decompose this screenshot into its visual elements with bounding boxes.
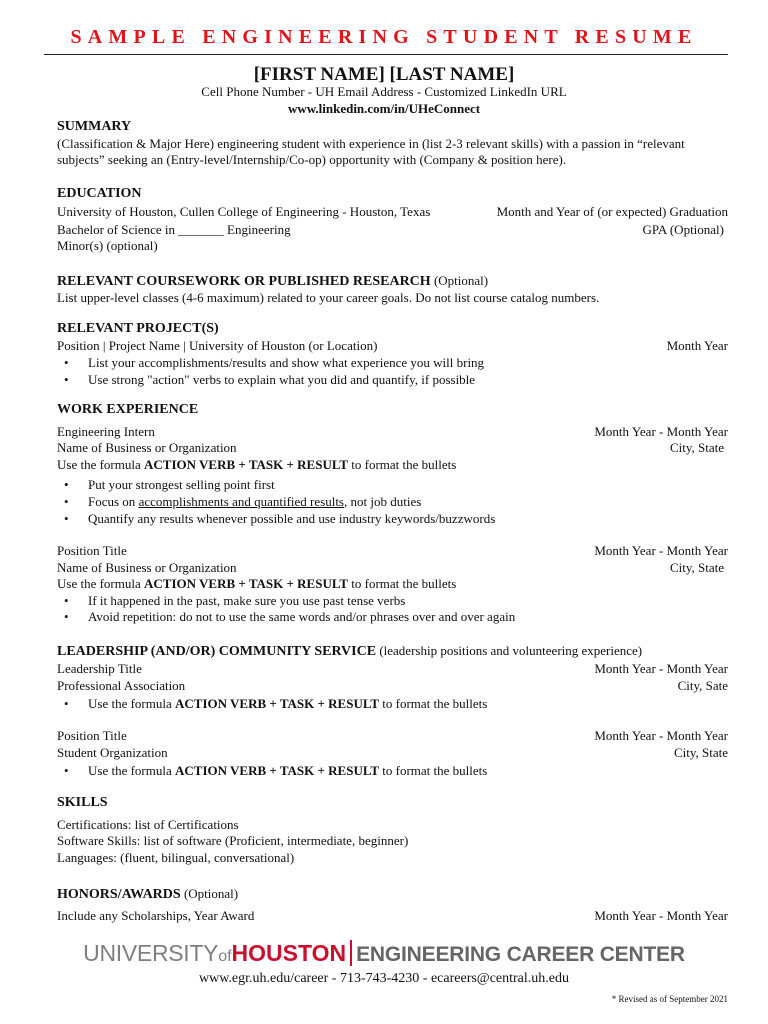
role2-dates: Month Year - Month Year <box>594 728 728 743</box>
logo-of: of <box>218 948 232 965</box>
project-bullet-2: Use strong "action" verbs to explain what you did and quantify, if possible <box>88 372 476 387</box>
honors-dates: Month Year - Month Year <box>594 908 728 923</box>
document-title: SAMPLE ENGINEERING STUDENT RESUME <box>70 26 698 48</box>
role1-dates: Month Year - Month Year <box>594 661 728 676</box>
logo-center: ENGINEERING CAREER CENTER <box>356 943 685 966</box>
formula-bold: ACTION VERB + TASK + RESULT <box>175 763 379 778</box>
role2-location: City, State <box>673 745 728 760</box>
project-date: Month Year <box>666 338 728 353</box>
formula-suffix: to format the bullets <box>348 457 457 472</box>
education-school: University of Houston, Cullen College of Engineering - Houston, Texas <box>57 204 431 219</box>
honors-heading-line <box>57 886 238 903</box>
job1-title: Engineering Intern <box>57 424 155 439</box>
role1-title: Leadership Title <box>57 661 142 676</box>
summary-line-2: subjects” seeking an (Entry-level/Internship/Co-op) opportunity with (Company & position here). <box>57 152 567 167</box>
projects-heading: RELEVANT PROJECT(S) <box>57 321 219 336</box>
coursework-text: List upper-level classes (4-6 maximum) related to your career goals. Do not list course catalog numbers. <box>57 290 600 305</box>
job1-bullet-2 <box>88 494 421 510</box>
job2-org: Name of Business or Organization <box>57 560 237 575</box>
skills-heading: SKILLS <box>57 795 108 810</box>
contact-line: Cell Phone Number - UH Email Address - Customized LinkedIn URL <box>201 84 567 99</box>
logo-houston: HOUSTON <box>231 940 347 966</box>
honors-optional: (Optional) <box>180 886 239 901</box>
bullet-icon: • <box>64 355 69 370</box>
formula-suffix: to format the bullets <box>348 576 457 591</box>
formula-suffix: to format the bullets <box>379 763 488 778</box>
coursework-heading: RELEVANT COURSEWORK OR PUBLISHED RESEARCH <box>57 274 431 289</box>
bullet-icon: • <box>64 494 69 509</box>
education-degree: Bachelor of Science in _______ Engineering <box>57 222 291 237</box>
job2-location: City, State <box>669 560 724 575</box>
leadership-heading: LEADERSHIP (AND/OR) COMMUNITY SERVICE <box>57 644 377 659</box>
uh-engineering-career-center-logo <box>0 938 768 972</box>
role1-org: Professional Association <box>57 678 186 693</box>
title-divider <box>44 54 728 55</box>
bullet-icon: • <box>64 763 69 778</box>
formula-prefix: Use the formula <box>57 576 145 591</box>
bullet-icon: • <box>64 477 69 492</box>
honors-text: Include any Scholarships, Year Award <box>57 908 255 923</box>
job1-formula <box>57 457 456 473</box>
role1-bullet <box>88 696 487 712</box>
formula-suffix: to format the bullets <box>379 696 488 711</box>
coursework-heading-line <box>57 273 488 290</box>
leadership-note: (leadership positions and volunteering experience) <box>376 643 643 658</box>
formula-prefix: Use the formula <box>57 457 145 472</box>
summary-line-1: (Classification & Major Here) engineering student with experience in (list 2-3 relevant skills) with a passion in “relevant <box>57 136 685 151</box>
education-minor: Minor(s) (optional) <box>57 238 158 253</box>
leadership-heading-line <box>57 643 642 660</box>
formula-bold: ACTION VERB + TASK + RESULT <box>175 696 379 711</box>
linkedin-url[interactable]: www.linkedin.com/in/UHeConnect <box>287 101 481 116</box>
bullet-text: , not job duties <box>344 494 422 509</box>
honors-heading: HONORS/AWARDS <box>57 887 181 902</box>
job1-bullet-3: Quantify any results whenever possible and use industry keywords/buzzwords <box>88 511 496 526</box>
work-heading: WORK EXPERIENCE <box>57 402 199 417</box>
formula-bold: ACTION VERB + TASK + RESULT <box>144 457 348 472</box>
job1-dates: Month Year - Month Year <box>594 424 728 439</box>
job1-org: Name of Business or Organization <box>57 440 237 455</box>
education-gpa: GPA (Optional) <box>642 222 724 237</box>
skills-software: Software Skills: list of software (Proficient, intermediate, beginner) <box>57 833 409 848</box>
education-heading: EDUCATION <box>57 186 142 201</box>
bullet-icon: • <box>64 609 69 624</box>
summary-heading: SUMMARY <box>57 119 132 134</box>
student-name: [FIRST NAME] [LAST NAME] <box>253 64 515 85</box>
role1-location: City, Sate <box>677 678 728 693</box>
role2-bullet <box>88 763 487 779</box>
project-bullet-1: List your accomplishments/results and show what experience you will bring <box>88 355 485 370</box>
formula-bold: ACTION VERB + TASK + RESULT <box>144 576 348 591</box>
role2-org: Student Organization <box>57 745 168 760</box>
skills-languages: Languages: (fluent, bilingual, conversational) <box>57 850 295 865</box>
footer-contact: www.egr.uh.edu/career - 713-743-4230 - ecareers@central.uh.edu <box>199 971 569 986</box>
skills-certifications: Certifications: list of Certifications <box>57 817 239 832</box>
job2-bullet-2: Avoid repetition: do not to use the same words and/or phrases over and over again <box>88 609 516 624</box>
revision-note: * Revised as of September 2021 <box>611 994 728 1004</box>
role2-title: Position Title <box>57 728 127 743</box>
job2-title: Position Title <box>57 543 127 558</box>
bullet-text: Focus on <box>88 494 139 509</box>
job2-bullet-1: If it happened in the past, make sure you use past tense verbs <box>88 593 406 608</box>
coursework-optional: (Optional) <box>430 273 489 288</box>
education-graduation: Month and Year of (or expected) Graduation <box>496 204 728 219</box>
logo-divider <box>350 940 352 966</box>
bullet-icon: • <box>64 511 69 526</box>
job1-bullet-1: Put your strongest selling point first <box>88 477 275 492</box>
job2-formula <box>57 576 456 592</box>
bullet-underlined: accomplishments and quantified results <box>138 494 344 509</box>
job1-location: City, State <box>669 440 724 455</box>
bullet-icon: • <box>64 593 69 608</box>
bullet-icon: • <box>64 696 69 711</box>
formula-prefix: Use the formula <box>88 763 176 778</box>
formula-prefix: Use the formula <box>88 696 176 711</box>
project-line: Position | Project Name | University of Houston (or Location) <box>57 338 378 353</box>
job2-dates: Month Year - Month Year <box>594 543 728 558</box>
logo-university: UNIVERSITY <box>83 940 219 966</box>
bullet-icon: • <box>64 372 69 387</box>
